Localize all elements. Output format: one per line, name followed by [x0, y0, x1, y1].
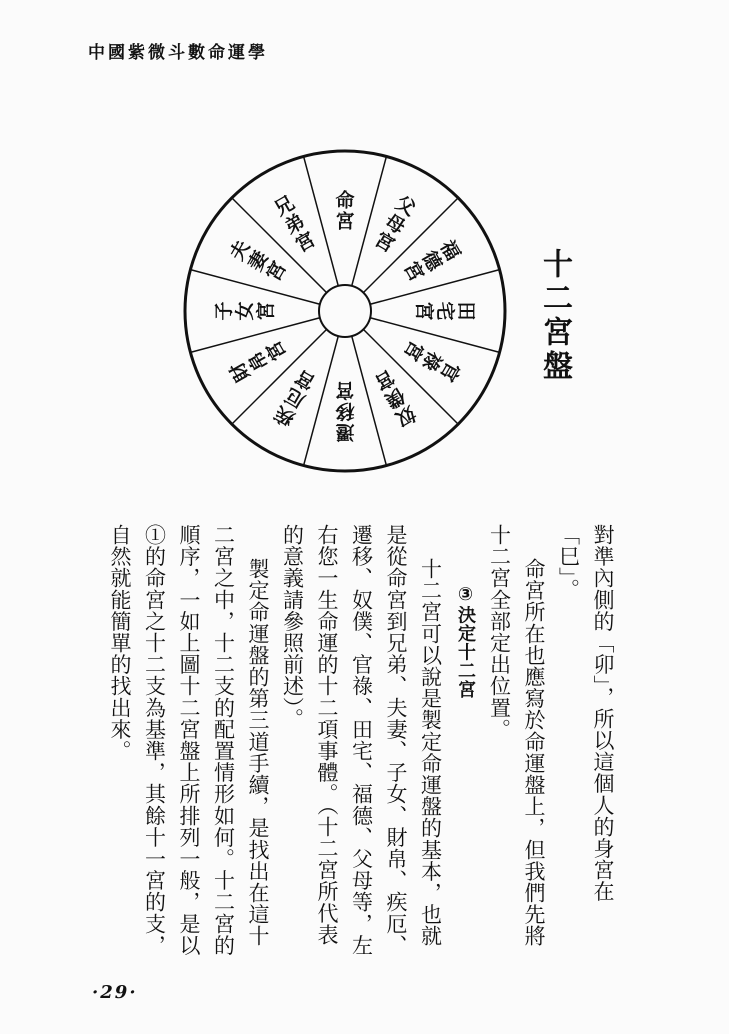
wheel-segment-2 [371, 192, 419, 257]
wheel-segment-8 [270, 365, 319, 431]
paragraph-palace-note: 命宮所在也應寫於命運盤上，但我們先將十二宮全部定出位置。 [487, 524, 546, 947]
wheel-segment-label: 福德宮 [399, 236, 465, 286]
wheel-segment-label: 夫妻宮 [225, 236, 291, 286]
diagram-title: 十二宮盤 [537, 248, 572, 384]
twelve-palace-wheel-diagram [180, 146, 510, 476]
wheel-segment-label: 命宮 [335, 189, 355, 233]
wheel-divider [304, 156, 339, 285]
wheel-segment-label: 財帛宮 [225, 336, 291, 386]
wheel-segment-label: 遷移宮 [335, 379, 355, 443]
wheel-divider [304, 336, 339, 465]
wheel-segment-4 [413, 301, 477, 320]
wheel-divider [190, 270, 319, 305]
wheel-segment-10 [213, 301, 277, 320]
running-head: 中國紫微斗數命運學 [88, 43, 268, 63]
wheel-segment-7 [335, 379, 356, 444]
wheel-segment-5 [399, 337, 465, 386]
wheel-segment-label: 田宅宮 [413, 301, 477, 321]
wheel-segment-3 [399, 237, 464, 286]
wheel-divider [370, 318, 499, 353]
wheel-svg [180, 146, 510, 476]
wheel-segment-label: 子女宮 [213, 301, 277, 321]
section-heading: ③決定十二宮 [455, 584, 476, 699]
wheel-segment-label: 官祿宮 [399, 336, 465, 386]
paragraph-twelve-palaces: 十二宮可以說是製定命運盤的基本，也就是從命宮到兄弟、夫妻、子女、財帛、疾厄、遷移、奴僕、官祿、田宅、福德、父母等，左右您一生命運的十二項事體。（十二宮所代表的意義請參照前述）。 [280, 524, 443, 956]
wheel-segment-12 [271, 192, 319, 257]
wheel-segment-label: 兄弟宮 [270, 191, 320, 257]
vertical-body-text [90, 524, 620, 964]
wheel-segment-6 [370, 365, 420, 431]
wheel-segment-9 [225, 337, 291, 386]
wheel-divider [190, 318, 319, 353]
wheel-segment-11 [225, 235, 291, 285]
wheel-segment-1 [335, 189, 354, 233]
wheel-divider [352, 336, 387, 465]
wheel-divider [352, 156, 387, 285]
wheel-divider [370, 270, 499, 305]
page-number: ·29· [92, 982, 138, 1003]
wheel-hub [319, 285, 371, 337]
paragraph-continuation: 對準內側的「卯」，所以這個人的身宮在「巳」。 [556, 524, 615, 903]
wheel-segment-label: 疾厄宮 [270, 365, 320, 431]
wheel-segment-label: 父母宮 [370, 191, 420, 257]
paragraph-third-step: 製定命運盤的第三道手續，是找出在這十二宮之中，十二支的配置情形如何。十二宮的順序，一如上圖十二宮盤上所排列一般，是以①的命宮之十二支為基準，其餘十一宮的支，自然就能簡單的找出來。 [108, 524, 270, 956]
wheel-segment-label: 奴僕宮 [370, 365, 420, 431]
